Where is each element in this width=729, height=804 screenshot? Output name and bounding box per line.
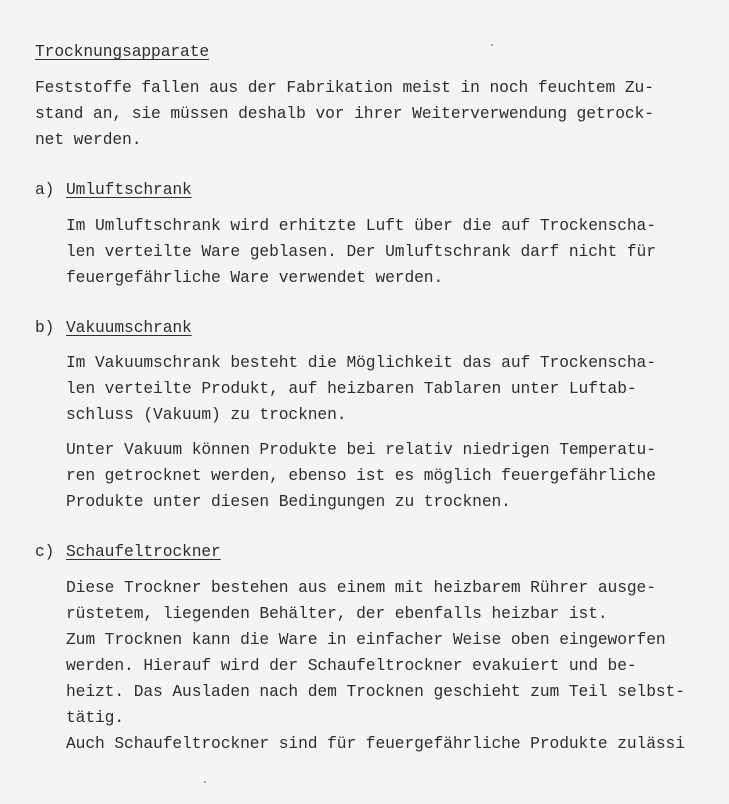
section-title: Umluftschrank [66, 180, 192, 199]
scan-speck [491, 44, 493, 46]
intro-line: net werden. [35, 130, 142, 149]
section-marker: b) [35, 318, 55, 337]
body-line: Im Vakuumschrank besteht die Möglichkeit das auf Trockenscha- [66, 353, 656, 372]
section-title: Vakuumschrank [66, 318, 192, 337]
section-marker: c) [35, 542, 55, 561]
intro-line: stand an, sie müssen deshalb vor ihrer Weiterverwendung getrock- [35, 104, 654, 123]
body-line: len verteilte Ware geblasen. Der Umluftschrank darf nicht für [66, 242, 656, 261]
body-line: Produkte unter diesen Bedingungen zu trocknen. [66, 492, 511, 511]
body-line: ren getrocknet werden, ebenso ist es möglich feuergefährliche [66, 466, 656, 485]
body-line: Unter Vakuum können Produkte bei relativ niedrigen Temperatu- [66, 440, 656, 459]
body-line: rüstetem, liegenden Behälter, der ebenfalls heizbar ist. [66, 604, 608, 623]
body-line: schluss (Vakuum) zu trocknen. [66, 405, 347, 424]
body-line: len verteilte Produkt, auf heizbaren Tablaren unter Luftab- [66, 379, 637, 398]
body-line: Im Umluftschrank wird erhitzte Luft über die auf Trockenscha- [66, 216, 656, 235]
body-line: heizt. Das Ausladen nach dem Trocknen geschieht zum Teil selbst- [66, 682, 685, 701]
section-marker: a) [35, 180, 55, 199]
body-line: Diese Trockner bestehen aus einem mit heizbarem Rührer ausge- [66, 578, 656, 597]
body-line: feuergefährliche Ware verwendet werden. [66, 268, 444, 287]
body-line: werden. Hierauf wird der Schaufeltrockner evakuiert und be- [66, 656, 637, 675]
section-title: Schaufeltrockner [66, 542, 221, 561]
body-line: Zum Trocknen kann die Ware in einfacher Weise oben eingeworfen [66, 630, 666, 649]
page-title: Trocknungsapparate [35, 42, 210, 61]
body-line: Auch Schaufeltrockner sind für feuergefährliche Produkte zulässi [66, 734, 685, 753]
scan-speck [204, 781, 206, 783]
body-line: tätig. [66, 708, 125, 727]
intro-line: Feststoffe fallen aus der Fabrikation meist in noch feuchtem Zu- [35, 78, 654, 97]
